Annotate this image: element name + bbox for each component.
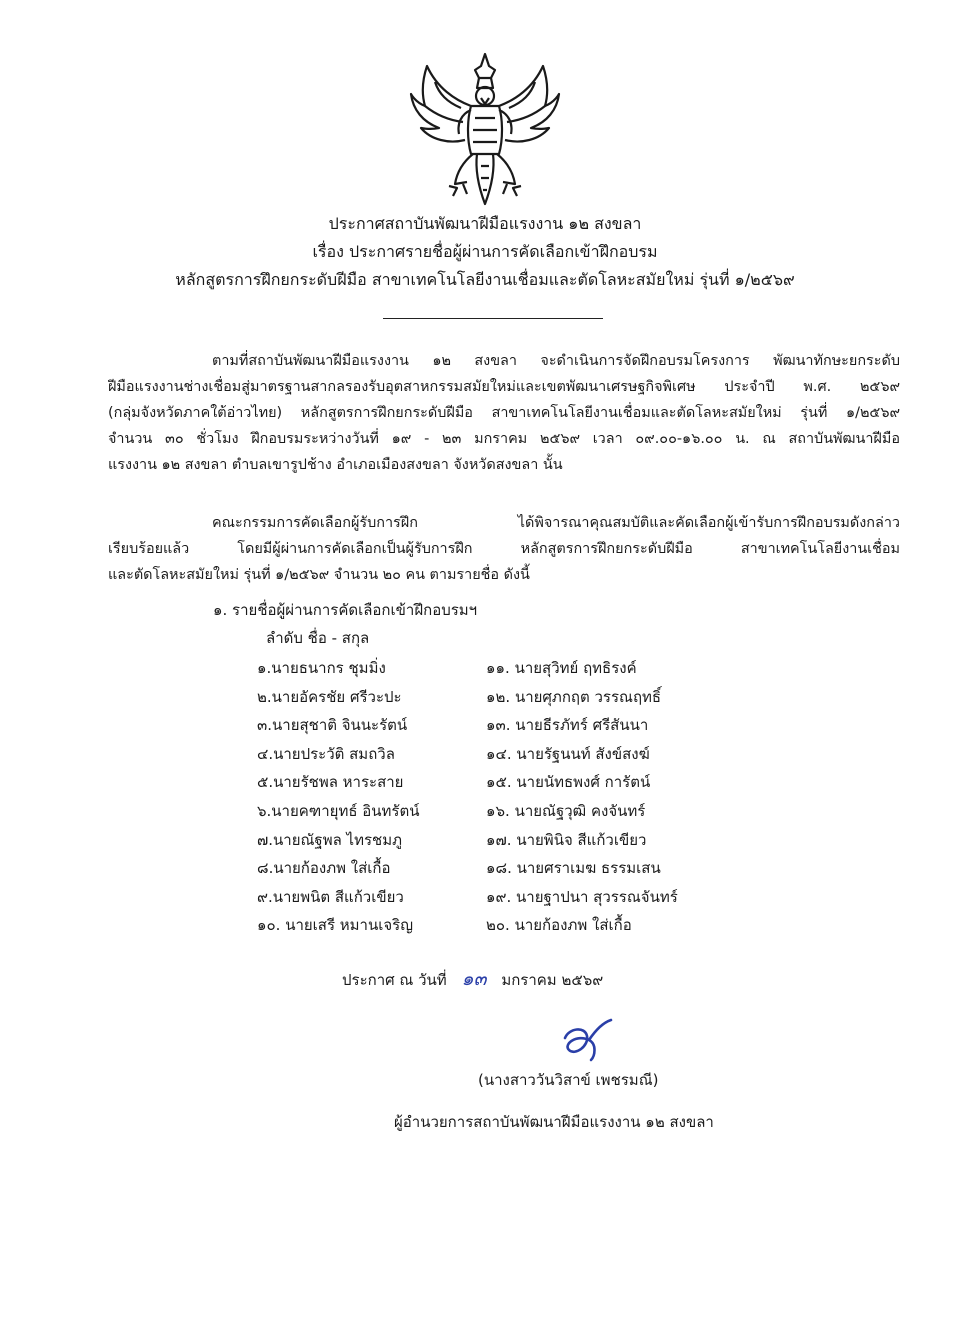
announcement-date (342, 964, 603, 994)
list-item: ๒.นายอัครชัย ศรีวะปะ (257, 687, 402, 706)
list-item: ๘.นายก้องภพ ใส่เกื้อ (257, 859, 391, 878)
section-item-1: ๑. รายชื่อผู้ผ่านการคัดเลือกเข้าฝึกอบรมฯ (213, 601, 478, 619)
header-subject: เรื่อง ประกาศรายชื่อผู้ผ่านการคัดเลือกเข้าฝึกอบรม (312, 242, 658, 261)
signer-position: ผู้อำนวยการสถาบันพัฒนาฝีมือแรงงาน ๑๒ สงขลา (394, 1113, 714, 1131)
list-item: ๗.นายณัฐพล ไทรชมภู (257, 830, 402, 849)
list-item: ๑๒. นายศุภกฤต วรรณฤทธิ์ (486, 687, 662, 706)
list-item: ๑๓. นายธีรภัทร์ ศรีสันนา (486, 716, 649, 735)
paragraph-2-line: และตัดโลหะสมัยใหม่ รุ่นที่ ๑/๒๕๖๙ จำนวน ๒๐ คน ตามรายชื่อ ดังนี้ (108, 567, 530, 583)
paragraph-1 (108, 348, 900, 478)
announcement-month-year: มกราคม ๒๕๖๙ (501, 971, 604, 989)
paragraph-2-line: เรียบร้อยแล้ว โดยมีผู้ผ่านการคัดเลือกเป็นผู้รับการฝึก หลักสูตรการฝึกยกระดับฝีมือ สาขาเทคโนโลยีงานเชื่อม (108, 541, 900, 557)
signature-icon (555, 1016, 615, 1064)
header-divider (383, 318, 603, 319)
list-item: ๒๐. นายก้องภพ ใส่เกื้อ (486, 916, 632, 935)
paragraph-1-line: (กลุ่มจังหวัดภาคใต้อ่าวไทย) หลักสูตรการฝึกยกระดับฝีมือ สาขาเทคโนโลยีงานเชื่อมและตัดโลหะสมัยใหม่ รุ่นที่ ๑/๒๕๖๙ (108, 405, 900, 421)
announcement-day: ๑๓ (461, 968, 487, 990)
names-list-right (486, 654, 678, 940)
list-item: ๑๕. นายนัทธพงศ์ การัตน์ (486, 773, 651, 792)
garuda-emblem-icon (405, 48, 565, 210)
names-list-left (257, 654, 419, 940)
document-header (120, 210, 850, 294)
list-item: ๑.นายธนากร ชุมมิ่ง (257, 659, 386, 677)
list-item: ๓.นายสุชาติ จินนะรัตน์ (257, 716, 408, 735)
list-item: ๙.นายพนิต สีแก้วเขียว (257, 887, 404, 906)
list-item: ๑๙. นายฐาปนา สุวรรณจันทร์ (486, 887, 678, 906)
list-item: ๕.นายรัชพล หาระสาย (257, 773, 404, 792)
list-item: ๖.นายคฑายุทธ์ อินทรัตน์ (257, 801, 420, 820)
paragraph-2-line: คณะกรรมการคัดเลือกผู้รับการฝึก ได้พิจารณาคุณสมบัติและคัดเลือกผู้เข้ารับการฝึกอบรมดังกล่าว (212, 515, 900, 531)
list-item: ๑๘. นายศราเมฆ ธรรมเสน (486, 859, 661, 878)
header-title: ประกาศสถาบันพัฒนาฝีมือแรงงาน ๑๒ สงขลา (328, 214, 642, 233)
paragraph-2 (108, 510, 900, 588)
list-item: ๑๔. นายรัฐนนท์ สังข์สงฆ์ (486, 744, 650, 763)
list-column-header: ลำดับ ชื่อ - สกุล (266, 629, 370, 647)
header-course: หลักสูตรการฝึกยกระดับฝีมือ สาขาเทคโนโลยีงานเชื่อมและตัดโลหะสมัยใหม่ รุ่นที่ ๑/๒๕๖๙ (175, 270, 795, 289)
list-item: ๑๖. นายณัฐวุฒิ คงจันทร์ (486, 801, 646, 820)
announcement-prefix: ประกาศ ณ วันที่ (342, 971, 447, 989)
signer-name: (นางสาววันวิสาข์ เพชรมณี) (478, 1071, 659, 1089)
list-item: ๑๐. นายเสรี หมานเจริญ (257, 916, 413, 935)
list-item: ๑๑. นายสุวิทย์ ฤทธิรงค์ (486, 659, 637, 677)
paragraph-1-line: แรงงาน ๑๒ สงขลา ตำบลเขารูปช้าง อำเภอเมืองสงขลา จังหวัดสงขลา นั้น (108, 457, 563, 473)
list-item: ๑๗. นายพินิจ สีแก้วเขียว (486, 830, 647, 849)
paragraph-1-line: จำนวน ๓๐ ชั่วโมง ฝึกอบรมระหว่างวันที่ ๑๙ - ๒๓ มกราคม ๒๕๖๙ เวลา ๐๙.๐๐-๑๖.๐๐ น. ณ สถาบันพัฒนาฝีมือ (108, 431, 900, 447)
paragraph-1-line: ตามที่สถาบันพัฒนาฝีมือแรงงาน ๑๒ สงขลา จะดำเนินการจัดฝึกอบรมโครงการ พัฒนาทักษะยกระดับ (212, 353, 900, 369)
paragraph-1-line: ฝีมือแรงงานช่างเชื่อมสู่มาตรฐานสากลรองรับอุตสาหกรรมสมัยใหม่และเขตพัฒนาเศรษฐกิจพิเศษ ประจำปี พ.ศ. ๒๕๖๙ (108, 379, 900, 395)
list-item: ๔.นายประวัติ สมถวิล (257, 744, 395, 763)
